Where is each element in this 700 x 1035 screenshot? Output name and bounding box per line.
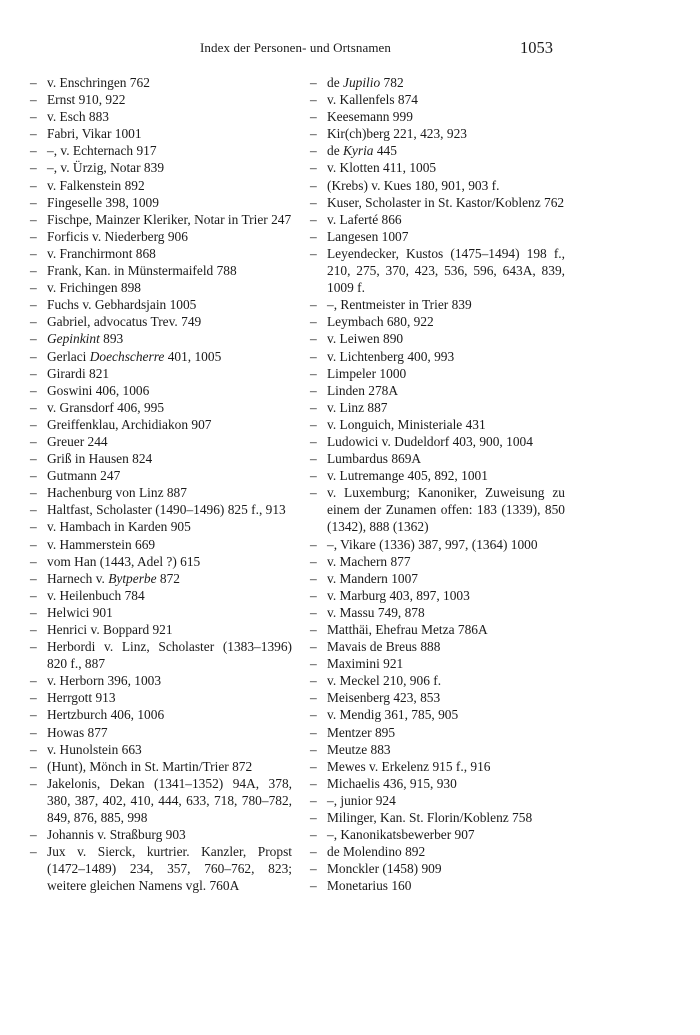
index-entry: – Maximini 921 xyxy=(310,655,565,672)
index-entry: – v. Mandern 1007 xyxy=(310,570,565,587)
index-entry: – Haltfast, Scholaster (1490–1496) 825 f., 913 xyxy=(30,501,292,518)
index-entry: – Fischpe, Mainzer Kleriker, Notar in Trier 247 xyxy=(30,211,292,228)
index-entry: – Keesemann 999 xyxy=(310,108,565,125)
index-entry: – Ernst 910, 922 xyxy=(30,91,292,108)
index-entry: – Gutmann 247 xyxy=(30,467,292,484)
index-entry: – v. Mendig 361, 785, 905 xyxy=(310,706,565,723)
index-entry: – de Jupilio 782 xyxy=(310,74,565,91)
index-entry: – Fabri, Vikar 1001 xyxy=(30,125,292,142)
index-entry: – Jakelonis, Dekan (1341–1352) 94A, 378, 380, 387, 402, 410, 444, 633, 718, 780–782, 849, 876, 885, 998 xyxy=(30,775,292,826)
index-entry: – –, v. Ürzig, Notar 839 xyxy=(30,159,292,176)
index-entry: – Matthäi, Ehefrau Metza 786A xyxy=(310,621,565,638)
index-entry: – vom Han (1443, Adel ?) 615 xyxy=(30,553,292,570)
index-entry: – v. Meckel 210, 906 f. xyxy=(310,672,565,689)
index-entry: – Kuser, Scholaster in St. Kastor/Koblenz 762 xyxy=(310,194,565,211)
index-column-left xyxy=(30,74,292,895)
index-entry: – Johannis v. Straßburg 903 xyxy=(30,826,292,843)
index-entry: – Limpeler 1000 xyxy=(310,365,565,382)
index-entry: – v. Hunolstein 663 xyxy=(30,741,292,758)
index-entry: – Mewes v. Erkelenz 915 f., 916 xyxy=(310,758,565,775)
index-entry: – Goswini 406, 1006 xyxy=(30,382,292,399)
index-entry: – v. Luxemburg; Kanoniker, Zuweisung zu einem der Zunamen offen: 183 (1339), 850 (1342), 888 (1362) xyxy=(310,484,565,535)
index-entry: – v. Kallenfels 874 xyxy=(310,91,565,108)
running-title: Index der Personen- und Ortsnamen xyxy=(200,40,392,55)
index-entry: – Meisenberg 423, 853 xyxy=(310,689,565,706)
index-entry: – v. Hambach in Karden 905 xyxy=(30,518,292,535)
index-entry: – v. Lutremange 405, 892, 1001 xyxy=(310,467,565,484)
index-entry: – Mavais de Breus 888 xyxy=(310,638,565,655)
index-entry: – Milinger, Kan. St. Florin/Koblenz 758 xyxy=(310,809,565,826)
index-entry: – Meutze 883 xyxy=(310,741,565,758)
index-entry: – –, Kanonikatsbewerber 907 xyxy=(310,826,565,843)
index-column-right xyxy=(310,74,565,895)
index-entry: – Leyendecker, Kustos (1475–1494) 198 f., 210, 275, 370, 423, 536, 596, 643A, 839, 1009 f. xyxy=(310,245,565,296)
index-entry: – Fingeselle 398, 1009 xyxy=(30,194,292,211)
index-entry: – v. Frichingen 898 xyxy=(30,279,292,296)
index-entry: – (Krebs) v. Kues 180, 901, 903 f. xyxy=(310,177,565,194)
index-entry: – Michaelis 436, 915, 930 xyxy=(310,775,565,792)
index-entry: – Gerlaci Doechscherre 401, 1005 xyxy=(30,348,292,365)
index-entry: – –, Vikare (1336) 387, 997, (1364) 1000 xyxy=(310,536,565,553)
index-entry: – v. Massu 749, 878 xyxy=(310,604,565,621)
index-entry: – Jux v. Sierck, kurtrier. Kanzler, Propst (1472–1489) 234, 357, 760–762, 823; weitere gleichen Namens vgl. 760A xyxy=(30,843,292,894)
index-entry: – Leymbach 680, 922 xyxy=(310,313,565,330)
index-entry: – –, junior 924 xyxy=(310,792,565,809)
index-entry: – v. Linz 887 xyxy=(310,399,565,416)
index-entry: – Monckler (1458) 909 xyxy=(310,860,565,877)
index-entry: – Harnech v. Bytperbe 872 xyxy=(30,570,292,587)
index-entry: – v. Esch 883 xyxy=(30,108,292,125)
index-entry: – Langesen 1007 xyxy=(310,228,565,245)
index-entry: – (Hunt), Mönch in St. Martin/Trier 872 xyxy=(30,758,292,775)
index-entry: – v. Herborn 396, 1003 xyxy=(30,672,292,689)
index-entry: – Monetarius 160 xyxy=(310,877,565,894)
index-entry: – v. Longuich, Ministeriale 431 xyxy=(310,416,565,433)
index-entry: – v. Gransdorf 406, 995 xyxy=(30,399,292,416)
index-entry: – v. Laferté 866 xyxy=(310,211,565,228)
index-entry: – Hachenburg von Linz 887 xyxy=(30,484,292,501)
index-entry: – Gepinkint 893 xyxy=(30,330,292,347)
index-entry: – Frank, Kan. in Münstermaifeld 788 xyxy=(30,262,292,279)
index-entry: – de Kyria 445 xyxy=(310,142,565,159)
index-entry: – Greuer 244 xyxy=(30,433,292,450)
index-entry: – v. Enschringen 762 xyxy=(30,74,292,91)
index-entry: – Lumbardus 869A xyxy=(310,450,565,467)
index-entry: – de Molendino 892 xyxy=(310,843,565,860)
index-entry: – Girardi 821 xyxy=(30,365,292,382)
index-entry: – Fuchs v. Gebhardsjain 1005 xyxy=(30,296,292,313)
index-entry: – v. Klotten 411, 1005 xyxy=(310,159,565,176)
index-entry: – Henrici v. Boppard 921 xyxy=(30,621,292,638)
index-entry: – Mentzer 895 xyxy=(310,724,565,741)
page-header xyxy=(0,38,700,62)
index-entry: – v. Hammerstein 669 xyxy=(30,536,292,553)
index-entry: – v. Falkenstein 892 xyxy=(30,177,292,194)
index-entry: – Kir(ch)berg 221, 423, 923 xyxy=(310,125,565,142)
index-entry: – Ludowici v. Dudeldorf 403, 900, 1004 xyxy=(310,433,565,450)
index-entry: – v. Machern 877 xyxy=(310,553,565,570)
index-entry: – Forficis v. Niederberg 906 xyxy=(30,228,292,245)
index-entry: – Herbordi v. Linz, Scholaster (1383–1396) 820 f., 887 xyxy=(30,638,292,672)
index-entry: – –, Rentmeister in Trier 839 xyxy=(310,296,565,313)
index-entry: – Howas 877 xyxy=(30,724,292,741)
index-entry: – Hertzburch 406, 1006 xyxy=(30,706,292,723)
index-entry: – v. Franchirmont 868 xyxy=(30,245,292,262)
index-entry: – v. Lichtenberg 400, 993 xyxy=(310,348,565,365)
index-entry: – Greiffenklau, Archidiakon 907 xyxy=(30,416,292,433)
index-entry: – v. Leiwen 890 xyxy=(310,330,565,347)
index-entry: – Helwici 901 xyxy=(30,604,292,621)
index-entry: – –, v. Echternach 917 xyxy=(30,142,292,159)
page-number: 1053 xyxy=(520,38,553,57)
index-entry: – v. Marburg 403, 897, 1003 xyxy=(310,587,565,604)
index-entry: – v. Heilenbuch 784 xyxy=(30,587,292,604)
index-entry: – Gabriel, advocatus Trev. 749 xyxy=(30,313,292,330)
index-entry: – Herrgott 913 xyxy=(30,689,292,706)
index-entry: – Griß in Hausen 824 xyxy=(30,450,292,467)
index-entry: – Linden 278A xyxy=(310,382,565,399)
